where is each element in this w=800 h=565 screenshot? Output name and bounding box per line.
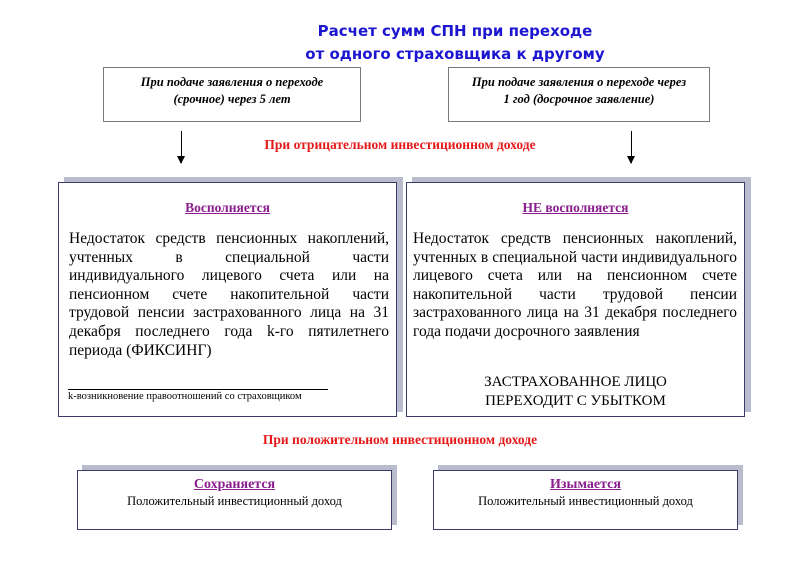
- box-withdrawn: [433, 470, 738, 530]
- top-box-urgent-line-1: При подаче заявления о переходе: [140, 75, 324, 89]
- box-compensated-text: Недостаток средств пенсионных накоплений, учтенных в специальной части индивидуального лицевого счета или на пенсионном счете накопительной части трудовой пенсии застрахованного лица на 31 декабря последнего года k-го пятилетнего периода (ФИКСИНГ): [69, 230, 389, 359]
- top-box-urgent: [103, 67, 361, 122]
- verdict-loss: [406, 373, 745, 411]
- top-box-early-line-2: 1 год (досрочное заявление): [503, 92, 655, 106]
- box-withdrawn-text: Положительный инвестиционный доход: [478, 494, 693, 508]
- verdict-line-1: ЗАСТРАХОВАННОЕ ЛИЦО: [484, 374, 667, 390]
- verdict-line-2: ПЕРЕХОДИТ С УБЫТКОМ: [485, 393, 666, 409]
- box-not-compensated-text: Недостаток средств пенсионных накоплений, учтенных в специальной части индивидуального лицевого счета или на пенсионном счете накопительной части трудовой пенсии застрахованного лица на 31 декабря последнего года подачи досрочного заявления: [413, 230, 737, 340]
- box-retained: [77, 470, 392, 530]
- top-box-early-line-1: При подаче заявления о переходе через: [471, 75, 687, 89]
- box-retained-heading: Сохраняется: [193, 477, 276, 492]
- footnote-divider: [68, 389, 328, 390]
- heading-positive-income: При положительном инвестиционном доходе: [262, 432, 538, 447]
- top-box-early: [448, 67, 710, 122]
- heading-negative-income: При отрицательном инвестиционном доходе: [264, 137, 536, 152]
- box-retained-text: Положительный инвестиционный доход: [127, 494, 342, 508]
- box-not-compensated-heading: НЕ восполняется: [522, 200, 629, 215]
- box-withdrawn-heading: Изымается: [550, 477, 621, 492]
- title-line-2: от одного страховщика к другому: [305, 45, 605, 63]
- title-line-1: Расчет сумм СПН при переходе: [317, 22, 593, 40]
- diagram-title: [260, 20, 650, 66]
- footnote-k: k-возникновение правоотношений со страховщиком: [68, 391, 302, 402]
- box-compensated: [58, 182, 397, 417]
- top-box-urgent-line-2: (срочное) через 5 лет: [173, 92, 291, 106]
- box-compensated-heading: Восполняется: [185, 200, 270, 215]
